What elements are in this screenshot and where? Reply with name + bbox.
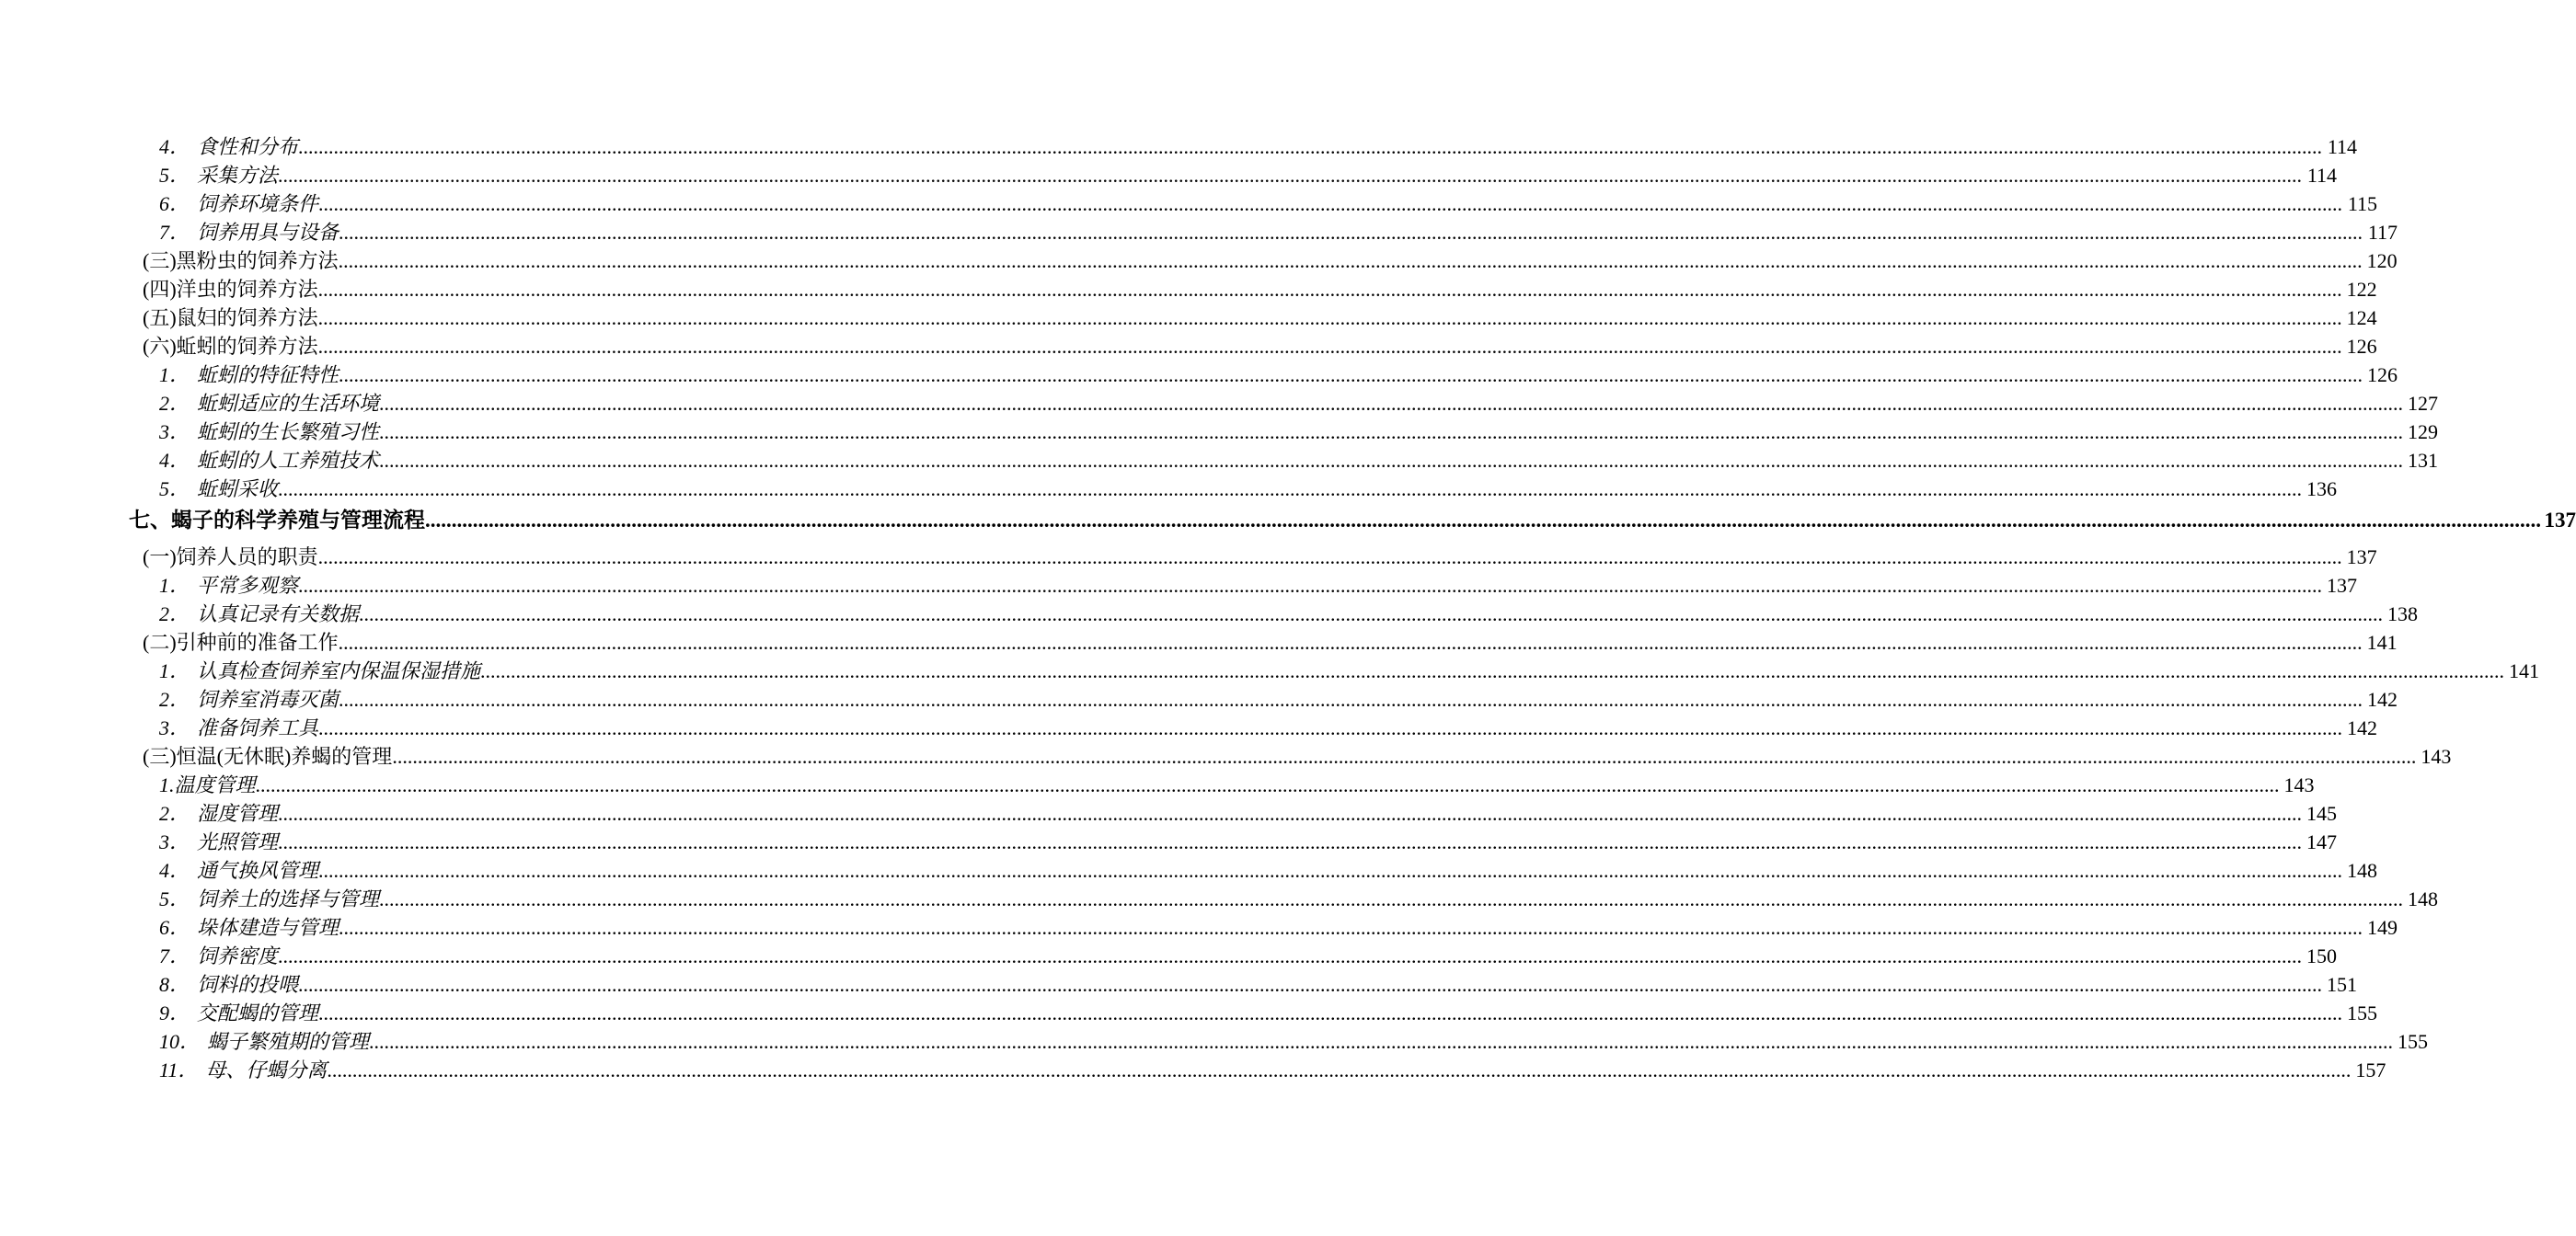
toc-entry[interactable]	[159, 883, 2439, 911]
toc-entry-number: 10．	[159, 1030, 201, 1053]
toc-entry-title: 引种前的准备工作	[176, 631, 339, 654]
dot-leader: ................................................................................................................................................................................................................................................................................................................................................................................................................	[278, 164, 2303, 187]
toc-entry-page-number: 137	[2346, 545, 2377, 568]
dot-leader: ................................................................................................................................................................................................................................................................................................................................................................................................................	[317, 278, 2342, 301]
toc-entry-title: 蝎子的科学养殖与管理流程	[171, 509, 425, 532]
dot-leader: ................................................................................................................................................................................................................................................................................................................................................................................................................	[318, 859, 2343, 882]
toc-entry-title: 垛体建造与管理	[197, 916, 339, 939]
toc-entry-page-number: 141	[2509, 659, 2540, 682]
toc-entry[interactable]	[159, 444, 2439, 473]
toc-entry-page-number: 115	[2347, 192, 2378, 215]
toc-entry-number: 2．	[159, 802, 190, 825]
toc-entry[interactable]	[143, 302, 2377, 330]
toc-entry-page-number: 136	[2306, 477, 2338, 500]
dot-leader: ................................................................................................................................................................................................................................................................................................................................................................................................................	[298, 135, 2323, 158]
toc-entry-number: 8．	[159, 973, 190, 996]
dot-leader: ................................................................................................................................................................................................................................................................................................................................................................................................................	[338, 249, 2363, 272]
toc-entry-page-number: 143	[2421, 745, 2452, 768]
dot-leader: ................................................................................................................................................................................................................................................................................................................................................................................................................	[339, 221, 2363, 244]
toc-entry-title: 光照管理	[197, 830, 279, 853]
toc-entry-number: 3．	[159, 716, 190, 739]
toc-entry-page-number: 143	[2283, 773, 2315, 796]
toc-entry-title: 洋虫的饲养方法	[176, 278, 318, 301]
toc-entry-number: 5．	[159, 477, 190, 500]
dot-leader: ................................................................................................................................................................................................................................................................................................................................................................................................................	[317, 545, 2342, 568]
toc-entry-title: 食性和分布	[197, 135, 299, 158]
toc-entry[interactable]	[159, 655, 2540, 683]
toc-entry-number: (二)	[143, 631, 177, 654]
toc-entry-number: (三)	[143, 249, 177, 272]
toc-entry[interactable]	[159, 159, 2338, 188]
toc-entry[interactable]	[159, 569, 2358, 598]
toc-entry-number: 4．	[159, 135, 190, 158]
toc-entry[interactable]	[159, 940, 2338, 968]
dot-leader: ................................................................................................................................................................................................................................................................................................................................................................................................................	[278, 944, 2303, 967]
toc-entry-title: 平常多观察	[197, 574, 299, 597]
dot-leader: ................................................................................................................................................................................................................................................................................................................................................................................................................	[339, 688, 2363, 711]
toc-entry[interactable]	[159, 188, 2378, 216]
toc-entry-title: 蚯蚓的生长繁殖习性	[197, 420, 380, 443]
toc-entry-title: 采集方法	[197, 164, 279, 187]
toc-entry-title: 湿度管理	[197, 802, 279, 825]
dot-leader: ................................................................................................................................................................................................................................................................................................................................................................................................................	[379, 887, 2404, 910]
dot-leader: ................................................................................................................................................................................................................................................................................................................................................................................................................	[339, 916, 2363, 939]
dot-leader: ................................................................................................................................................................................................................................................................................................................................................................................................................	[318, 1001, 2343, 1024]
toc-entry-number: 5．	[159, 887, 190, 910]
toc-entry-title: 蚯蚓的饲养方法	[176, 335, 318, 358]
toc-entry[interactable]	[159, 911, 2398, 940]
dot-leader: ................................................................................................................................................................................................................................................................................................................................................................................................................	[318, 192, 2343, 215]
toc-entry-title: 蚯蚓的人工养殖技术	[197, 449, 380, 472]
toc-entry[interactable]	[143, 740, 2452, 769]
toc-entry[interactable]	[159, 416, 2439, 444]
toc-entry-number: (六)	[143, 335, 177, 358]
dot-leader: ................................................................................................................................................................................................................................................................................................................................................................................................................	[278, 802, 2303, 825]
toc-entry-number: 3．	[159, 830, 190, 853]
dot-leader: ................................................................................................................................................................................................................................................................................................................................................................................................................	[379, 449, 2404, 472]
toc-entry[interactable]	[159, 387, 2439, 416]
toc-entry-number: 1．	[159, 659, 190, 682]
toc-entry[interactable]	[159, 712, 2378, 740]
toc-entry-title: 黑粉虫的饲养方法	[176, 249, 339, 272]
toc-entry-number: 6．	[159, 916, 190, 939]
toc-entry[interactable]	[159, 1025, 2429, 1054]
toc-entry-page-number: 131	[2408, 449, 2439, 472]
toc-entry-number: 3．	[159, 420, 190, 443]
toc-entry[interactable]	[159, 797, 2338, 826]
toc-entry-title: 饲养土的选择与管理	[197, 887, 380, 910]
toc-entry-page-number: 150	[2306, 944, 2338, 967]
dot-leader: ................................................................................................................................................................................................................................................................................................................................................................................................................	[379, 420, 2404, 443]
toc-entry-number: 2．	[159, 392, 190, 415]
toc-entry-number: (三)	[143, 745, 177, 768]
toc-entry[interactable]	[143, 541, 2377, 569]
toc-entry-page-number: 114	[2306, 164, 2338, 187]
toc-entry-page-number: 149	[2367, 916, 2398, 939]
dot-leader: ................................................................................................................................................................................................................................................................................................................................................................................................................	[379, 392, 2404, 415]
toc-entry-page-number: 129	[2408, 420, 2439, 443]
dot-leader: ................................................................................................................................................................................................................................................................................................................................................................................................................	[327, 1059, 2352, 1082]
toc-entry-page-number: 124	[2346, 306, 2377, 329]
toc-entry[interactable]	[159, 683, 2398, 712]
dot-leader: ................................................................................................................................................................................................................................................................................................................................................................................................................	[392, 745, 2417, 768]
toc-entry-page-number: 155	[2398, 1030, 2429, 1053]
toc-entry[interactable]	[159, 769, 2315, 797]
toc-entry[interactable]	[143, 273, 2377, 302]
dot-leader: ................................................................................................................................................................................................................................................................................................................................................................................................................	[298, 973, 2323, 996]
toc-entry[interactable]	[159, 1054, 2386, 1082]
toc-entry-page-number: 138	[2387, 602, 2419, 625]
toc-entry-page-number: 126	[2346, 335, 2377, 358]
toc-entry-title: 认真检查饲养室内保温保湿措施	[197, 659, 481, 682]
toc-entry-page-number: 141	[2366, 631, 2398, 654]
toc-entry-page-number: 120	[2366, 249, 2398, 272]
toc-entry[interactable]	[159, 968, 2358, 997]
toc-entry-page-number: 114	[2327, 135, 2358, 158]
toc-entry[interactable]	[159, 216, 2398, 245]
toc-entry-number: 4．	[159, 859, 190, 882]
toc-entry-number: 7．	[159, 944, 190, 967]
toc-entry-number: (一)	[143, 545, 177, 568]
toc-chapter-entry[interactable]	[129, 501, 2576, 541]
toc-entry[interactable]	[159, 997, 2378, 1025]
dot-leader: ................................................................................................................................................................................................................................................................................................................................................................................................................	[255, 773, 2280, 796]
toc-entry-number: 6．	[159, 192, 190, 215]
toc-entry-number: 2．	[159, 688, 190, 711]
toc-entry-title: 蚯蚓的特征特性	[197, 363, 339, 386]
toc-entry-number: 7．	[159, 221, 190, 244]
toc-entry-page-number: 137	[2327, 574, 2358, 597]
toc-entry-number: 1．	[159, 363, 190, 386]
dot-leader: ................................................................................................................................................................................................................................................................................................................................................................................................................	[318, 716, 2343, 739]
dot-leader: ................................................................................................................................................................................................................................................................................................................................................................................................................	[317, 335, 2342, 358]
toc-entry-title: 饲养环境条件	[197, 192, 319, 215]
toc-entry-page-number: 127	[2408, 392, 2439, 415]
toc-entry-number: 七、	[129, 509, 171, 532]
toc-entry-page-number: 142	[2347, 716, 2378, 739]
toc-entry-number: 11．	[159, 1059, 199, 1082]
toc-entry-page-number: 148	[2347, 859, 2378, 882]
toc-entry-title: 饲养密度	[197, 944, 279, 967]
dot-leader: ................................................................................................................................................................................................................................................................................................................................................................................................................	[339, 363, 2363, 386]
toc-entry-number: 1.	[159, 773, 175, 796]
toc-entry-page-number: 137	[2544, 509, 2576, 532]
toc-entry[interactable]	[159, 826, 2338, 854]
toc-entry[interactable]	[143, 245, 2398, 273]
toc-entry-title: 蝎子繁殖期的管理	[207, 1030, 370, 1053]
dot-leader: ................................................................................................................................................................................................................................................................................................................................................................................................................	[278, 477, 2303, 500]
toc-entry-number: (五)	[143, 306, 177, 329]
toc-entry-title: 恒温(无休眠)养蝎的管理	[176, 745, 393, 768]
toc-entry[interactable]	[159, 131, 2358, 159]
toc-entry-number: 4．	[159, 449, 190, 472]
toc-entry-title: 饲料的投喂	[197, 973, 299, 996]
toc-entry-page-number: 155	[2347, 1001, 2378, 1024]
toc-entry-page-number: 157	[2355, 1059, 2386, 1082]
toc-entry[interactable]	[159, 473, 2338, 501]
dot-leader: ................................................................................................................................................................................................................................................................................................................................................................................................................	[317, 306, 2342, 329]
dot-leader: ................................................................................................................................................................................................................................................................................................................................................................................................................	[369, 1030, 2394, 1053]
dot-leader: ................................................................................................................................................................................................................................................................................................................................................................................................................	[278, 830, 2303, 853]
dot-leader: ................................................................................................................................................................................................................................................................................................................................................................................................................	[359, 602, 2384, 625]
toc-entry-page-number: 117	[2367, 221, 2398, 244]
toc-entry-number: 1．	[159, 574, 190, 597]
toc-entry-page-number: 145	[2306, 802, 2338, 825]
toc-entry[interactable]	[143, 626, 2398, 655]
toc-entry-title: 饲养室消毒灭菌	[197, 688, 339, 711]
toc-entry-title: 饲养人员的职责	[176, 545, 318, 568]
toc-entry-title: 温度管理	[174, 773, 256, 796]
toc-entry-number: (四)	[143, 278, 177, 301]
toc-entry-page-number: 126	[2367, 363, 2398, 386]
dot-leader: ................................................................................................................................................................................................................................................................................................................................................................................................................	[425, 509, 2541, 532]
toc-entry-title: 通气换风管理	[197, 859, 319, 882]
toc-entry-page-number: 147	[2306, 830, 2338, 853]
dot-leader: ................................................................................................................................................................................................................................................................................................................................................................................................................	[338, 631, 2363, 654]
toc-entry-title: 蚯蚓适应的生活环境	[197, 392, 380, 415]
toc-entry-page-number: 151	[2327, 973, 2358, 996]
toc-entry-title: 鼠妇的饲养方法	[176, 306, 318, 329]
dot-leader: ................................................................................................................................................................................................................................................................................................................................................................................................................	[298, 574, 2323, 597]
toc-entry[interactable]	[159, 854, 2378, 883]
toc-entry-title: 蚯蚓采收	[197, 477, 279, 500]
toc-entry-number: 9．	[159, 1001, 190, 1024]
table-of-contents	[0, 131, 2576, 1082]
toc-entry-title: 交配蝎的管理	[197, 1001, 319, 1024]
toc-entry[interactable]	[159, 359, 2398, 387]
toc-entry-title: 准备饲养工具	[197, 716, 319, 739]
toc-entry-page-number: 148	[2408, 887, 2439, 910]
toc-entry-page-number: 122	[2346, 278, 2377, 301]
toc-entry[interactable]	[159, 598, 2419, 626]
toc-entry-title: 母、仔蝎分离	[205, 1059, 328, 1082]
toc-entry-title: 饲养用具与设备	[197, 221, 339, 244]
toc-entry-number: 2．	[159, 602, 190, 625]
dot-leader: ................................................................................................................................................................................................................................................................................................................................................................................................................	[480, 659, 2505, 682]
toc-entry-title: 认真记录有关数据	[197, 602, 360, 625]
toc-entry-page-number: 142	[2367, 688, 2398, 711]
toc-entry[interactable]	[143, 330, 2377, 359]
toc-entry-number: 5．	[159, 164, 190, 187]
